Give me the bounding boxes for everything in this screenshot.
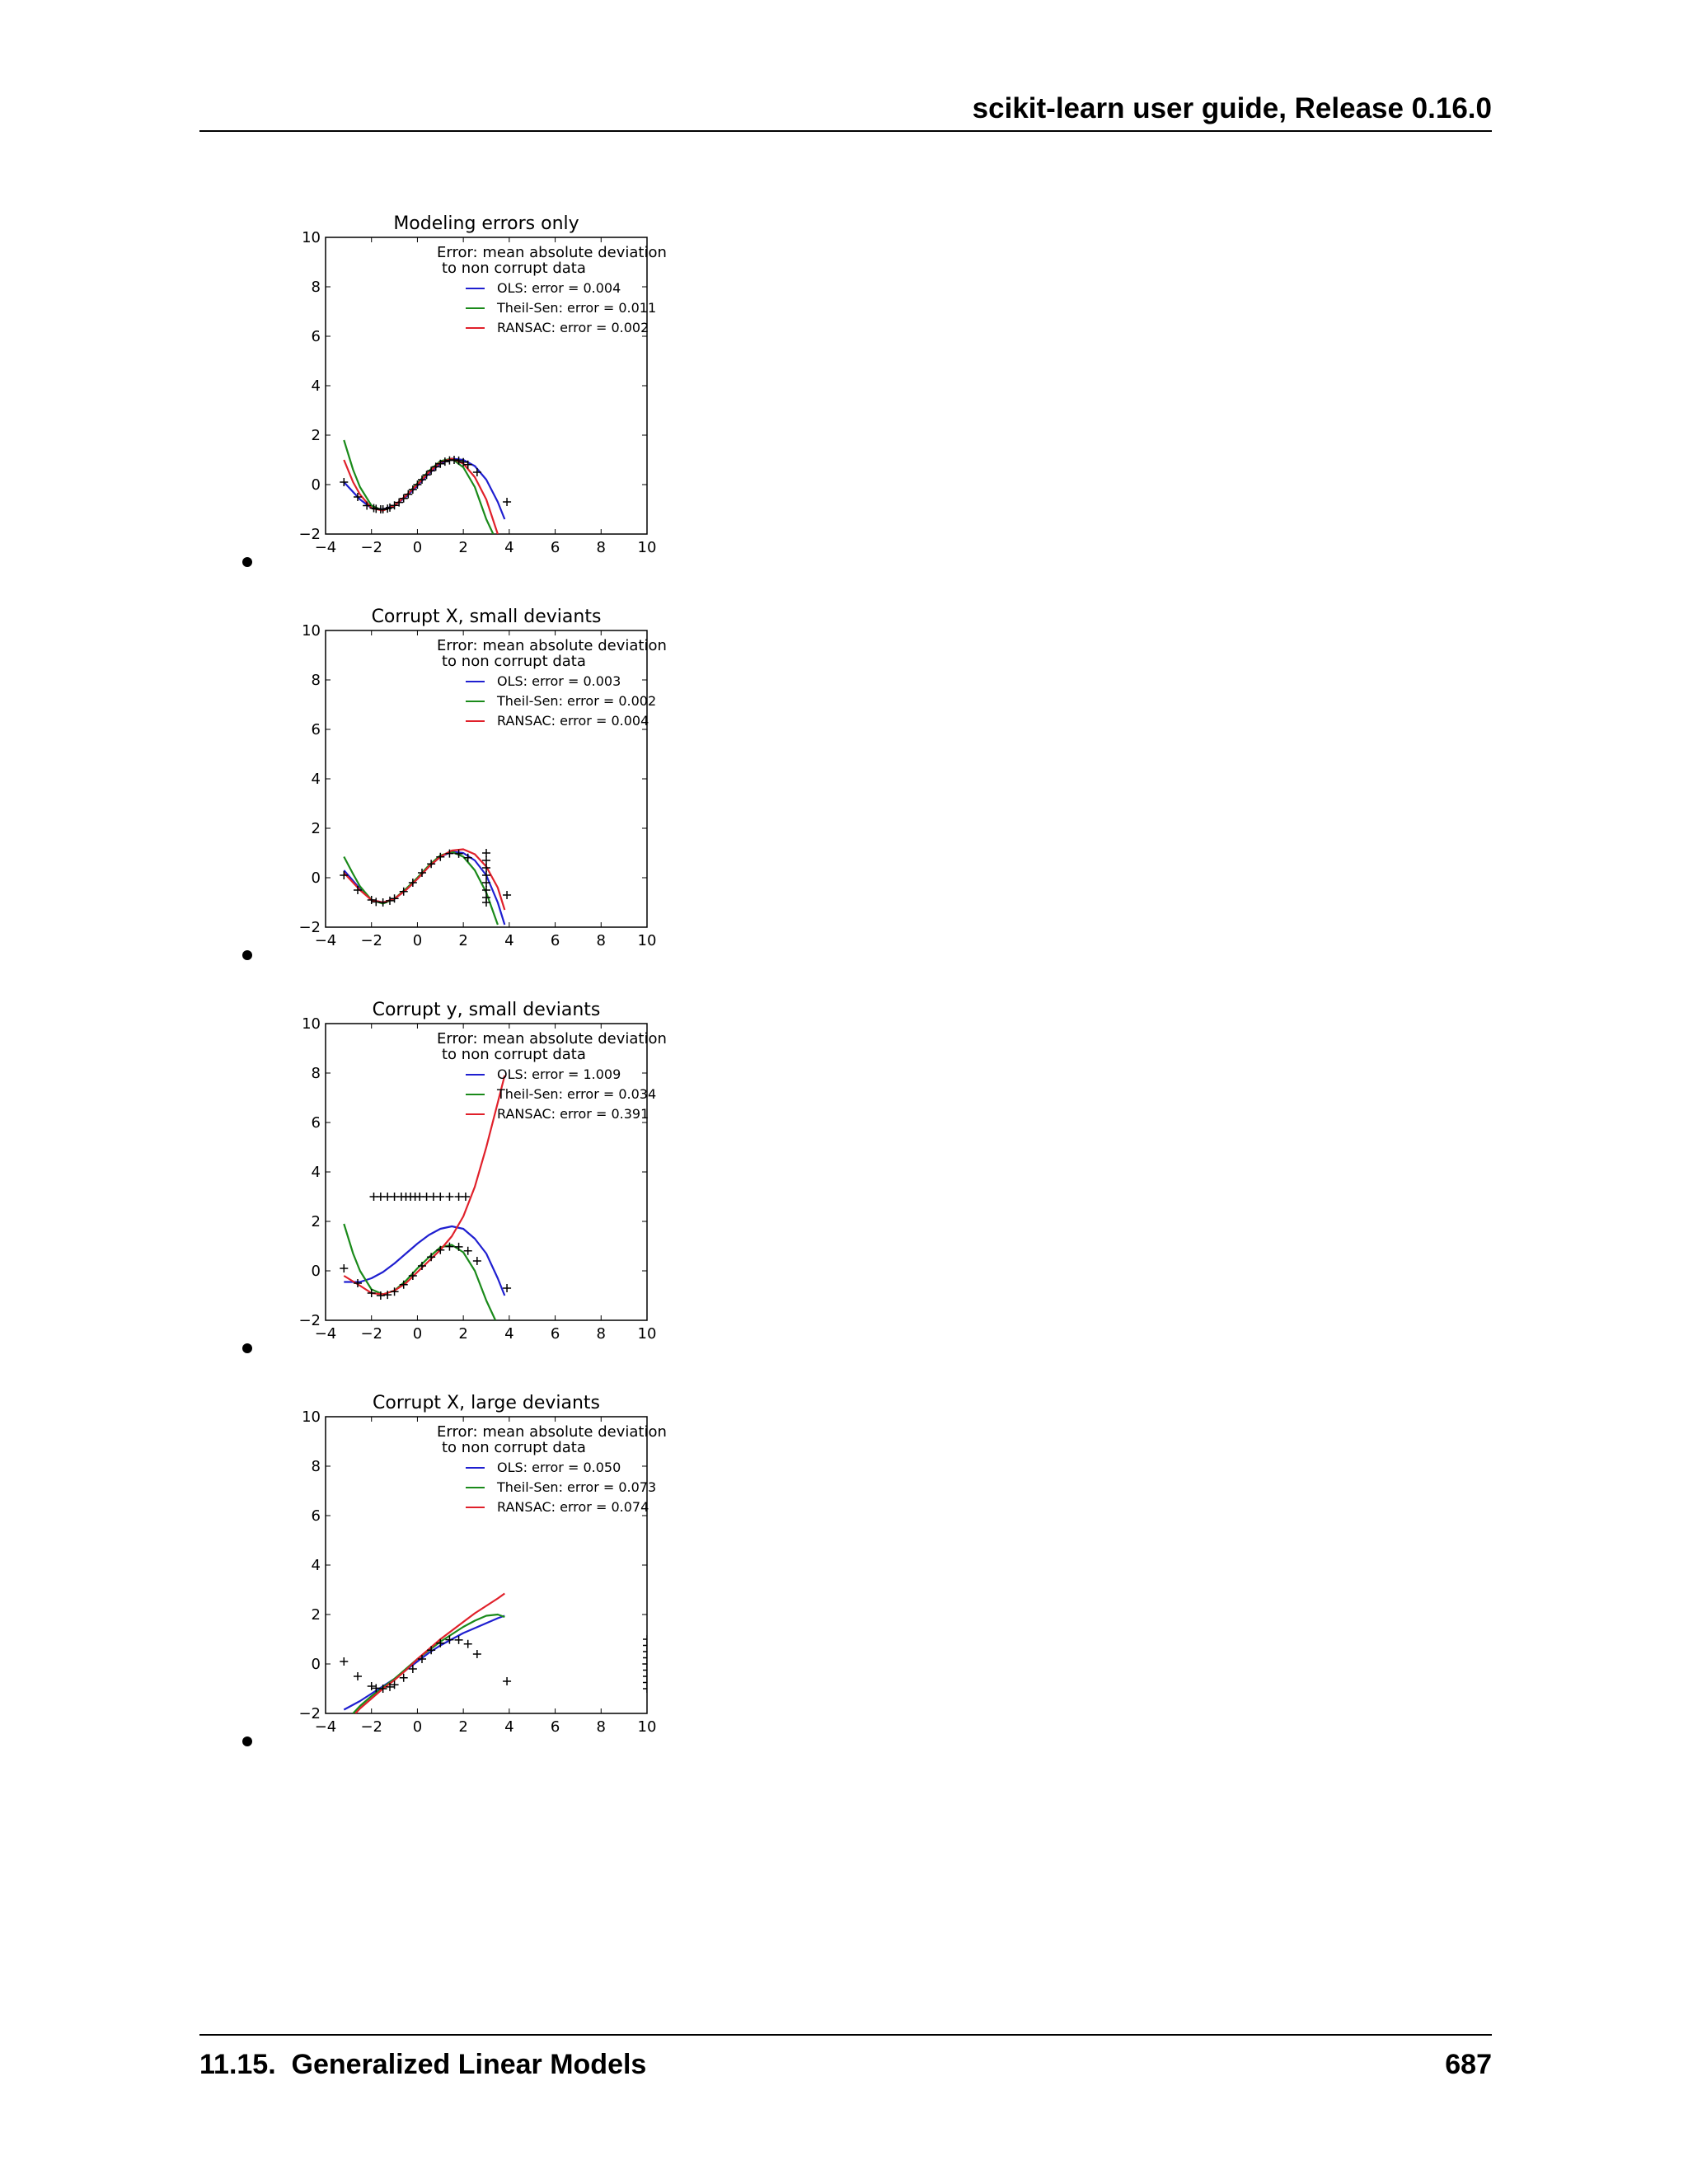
y-tick-label: −2 bbox=[298, 919, 321, 936]
legend-entry: RANSAC: error = 0.004 bbox=[497, 713, 649, 729]
legend-heading: to non corrupt data bbox=[442, 1439, 586, 1456]
footer-section-title: 11.15. Generalized Linear Models bbox=[199, 2049, 647, 2080]
x-tick-label: 2 bbox=[458, 932, 468, 949]
y-tick-label: 6 bbox=[311, 1114, 321, 1132]
list-bullet bbox=[242, 557, 252, 567]
x-tick-label: 10 bbox=[637, 1325, 657, 1343]
legend-entry: Theil-Sen: error = 0.002 bbox=[497, 693, 657, 709]
x-tick-label: 6 bbox=[550, 539, 560, 556]
legend-heading: Error: mean absolute deviation bbox=[437, 1030, 667, 1047]
legend-entry: RANSAC: error = 0.002 bbox=[497, 320, 649, 335]
legend-entry: RANSAC: error = 0.074 bbox=[497, 1499, 649, 1515]
figure-corrupt-x-large-deviants bbox=[288, 1387, 717, 1741]
legend-entry: OLS: error = 0.004 bbox=[497, 280, 621, 296]
figure-modeling-errors-only bbox=[288, 208, 717, 562]
y-tick-label: 8 bbox=[311, 1458, 321, 1475]
y-tick-label: 6 bbox=[311, 328, 321, 345]
y-tick-label: −2 bbox=[298, 1705, 321, 1722]
y-tick-label: 10 bbox=[302, 622, 321, 640]
legend-entry: Theil-Sen: error = 0.073 bbox=[497, 1479, 657, 1495]
x-tick-label: −2 bbox=[360, 1325, 382, 1343]
x-tick-label: −2 bbox=[360, 1718, 382, 1736]
page-number: 687 bbox=[1445, 2049, 1492, 2080]
legend-heading: Error: mean absolute deviation bbox=[437, 637, 667, 654]
x-tick-label: 2 bbox=[458, 1325, 468, 1343]
x-tick-label: 8 bbox=[596, 932, 607, 949]
x-tick-label: 0 bbox=[412, 1325, 423, 1343]
legend-entry: OLS: error = 1.009 bbox=[497, 1066, 621, 1082]
y-tick-label: 4 bbox=[311, 1164, 321, 1181]
legend-entry: OLS: error = 0.003 bbox=[497, 673, 621, 689]
page-footer bbox=[199, 2034, 1492, 2085]
y-tick-label: 10 bbox=[302, 1015, 321, 1033]
x-tick-label: 10 bbox=[637, 1718, 657, 1736]
x-tick-label: −4 bbox=[314, 932, 337, 949]
x-tick-label: −4 bbox=[314, 539, 337, 556]
y-tick-label: 2 bbox=[311, 820, 321, 837]
x-tick-label: −2 bbox=[360, 539, 382, 556]
chart-title: Corrupt y, small deviants bbox=[372, 1000, 601, 1020]
x-tick-label: 6 bbox=[550, 932, 560, 949]
x-tick-label: 0 bbox=[412, 539, 423, 556]
y-tick-label: −2 bbox=[298, 526, 321, 543]
y-tick-label: 10 bbox=[302, 229, 321, 246]
chart-title: Corrupt X, large deviants bbox=[373, 1393, 600, 1413]
y-tick-label: 8 bbox=[311, 279, 321, 296]
y-tick-label: 0 bbox=[311, 1656, 321, 1673]
x-tick-label: 0 bbox=[412, 932, 423, 949]
x-tick-label: 8 bbox=[596, 539, 607, 556]
y-tick-label: 6 bbox=[311, 1507, 321, 1525]
legend-entry: OLS: error = 0.050 bbox=[497, 1460, 621, 1475]
y-tick-label: 2 bbox=[311, 1213, 321, 1230]
x-tick-label: 2 bbox=[458, 539, 468, 556]
y-tick-label: 8 bbox=[311, 1065, 321, 1082]
x-tick-label: 8 bbox=[596, 1325, 607, 1343]
y-tick-label: 6 bbox=[311, 721, 321, 738]
chart-title: Corrupt X, small deviants bbox=[371, 607, 602, 627]
x-tick-label: 4 bbox=[504, 1325, 514, 1343]
x-tick-label: 10 bbox=[637, 539, 657, 556]
figure-corrupt-y-small-deviants bbox=[288, 994, 717, 1348]
legend-entry: RANSAC: error = 0.391 bbox=[497, 1106, 649, 1122]
x-tick-label: −4 bbox=[314, 1718, 337, 1736]
page-header bbox=[199, 89, 1492, 132]
legend-heading: to non corrupt data bbox=[442, 1046, 586, 1063]
x-tick-label: 2 bbox=[458, 1718, 468, 1736]
y-tick-label: 4 bbox=[311, 771, 321, 788]
y-tick-label: 0 bbox=[311, 1263, 321, 1280]
y-tick-label: 4 bbox=[311, 1557, 321, 1574]
legend-entry: Theil-Sen: error = 0.011 bbox=[497, 300, 657, 316]
y-tick-label: 8 bbox=[311, 672, 321, 689]
list-bullet bbox=[242, 1343, 252, 1353]
y-tick-label: 4 bbox=[311, 377, 321, 395]
y-tick-label: 2 bbox=[311, 1606, 321, 1624]
list-bullet bbox=[242, 1736, 252, 1746]
x-tick-label: 8 bbox=[596, 1718, 607, 1736]
y-tick-label: 10 bbox=[302, 1408, 321, 1426]
x-tick-label: 4 bbox=[504, 932, 514, 949]
legend-heading: Error: mean absolute deviation bbox=[437, 1423, 667, 1441]
legend-entry: Theil-Sen: error = 0.034 bbox=[497, 1086, 657, 1102]
legend-heading: to non corrupt data bbox=[442, 653, 586, 670]
y-tick-label: 0 bbox=[311, 869, 321, 887]
header-title: scikit-learn user guide, Release 0.16.0 bbox=[972, 92, 1492, 124]
chart-title: Modeling errors only bbox=[393, 213, 579, 234]
list-bullet bbox=[242, 950, 252, 960]
x-tick-label: −2 bbox=[360, 932, 382, 949]
y-tick-label: −2 bbox=[298, 1312, 321, 1329]
x-tick-label: −4 bbox=[314, 1325, 337, 1343]
y-tick-label: 2 bbox=[311, 427, 321, 444]
legend-heading: Error: mean absolute deviation bbox=[437, 244, 667, 261]
x-tick-label: 6 bbox=[550, 1718, 560, 1736]
x-tick-label: 4 bbox=[504, 539, 514, 556]
x-tick-label: 10 bbox=[637, 932, 657, 949]
legend-heading: to non corrupt data bbox=[442, 260, 586, 277]
figure-corrupt-x-small-deviants bbox=[288, 601, 717, 955]
y-tick-label: 0 bbox=[311, 476, 321, 494]
x-tick-label: 0 bbox=[412, 1718, 423, 1736]
x-tick-label: 6 bbox=[550, 1325, 560, 1343]
x-tick-label: 4 bbox=[504, 1718, 514, 1736]
